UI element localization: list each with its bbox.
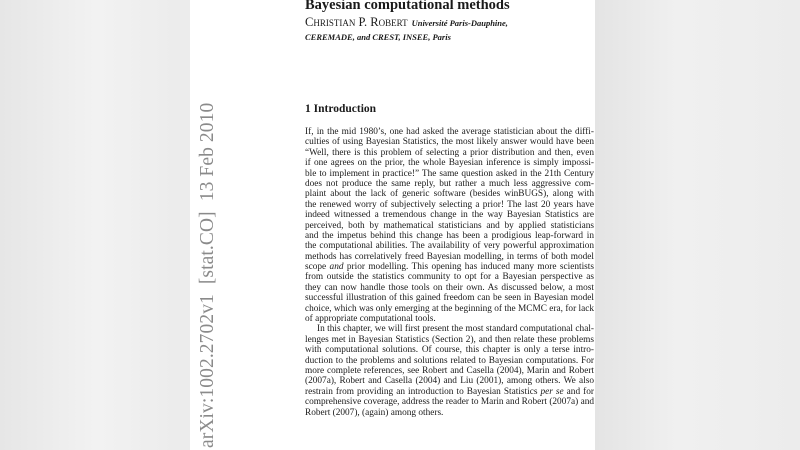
text-line: perceived, both by mathematical statisticians and by applied statisticians <box>305 220 594 231</box>
section-heading: 1 Introduction <box>305 103 377 115</box>
text-line: successful illustration of this gained freedom can be seen in Bayesian model <box>305 293 594 304</box>
affiliation: Université Paris-Dauphine, <box>411 18 508 28</box>
text-line: In this chapter, we will first present the most standard computational chal- <box>317 324 594 335</box>
text-line: indeed witnessed a tremendous change in the way Bayesian Statistics are <box>305 210 594 221</box>
text-line: they can now handle those tools on their own. As discussed below, a most <box>305 282 594 293</box>
text-line: if one agrees on the prior, the whole Bayesian inference is simply impossi- <box>305 158 594 169</box>
text-line: plaint about the lack of generic software (besides winBUGS), along with <box>305 189 594 200</box>
text-line: lenges met in Bayesian Statistics (Section 2), and then relate these problems <box>305 334 594 345</box>
text-line: culties of using Bayesian Statistics, the most likely answer would have been <box>305 137 594 148</box>
body-text <box>305 127 594 418</box>
text-line: the renewed worry of subjectively selecting a prior! The last 20 years have <box>305 199 594 210</box>
affiliation-continued: CEREMADE, and CREST, INSEE, Paris <box>305 32 451 42</box>
text-line: with computational solutions. Of course, this chapter is only a terse intro- <box>305 345 594 356</box>
text-line: (2007a), Robert and Casella (2004) and Liu (2001), among others. We also <box>305 376 594 387</box>
text-line: comprehensive coverage, address the reader to Marin and Robert (2007a) and <box>305 397 594 408</box>
background-right <box>595 0 800 450</box>
text-line: scope and prior modelling. This opening has induced many more scientists <box>305 262 594 273</box>
text-line: restrain from providing an introduction to Bayesian Statistics per se and for <box>305 386 594 397</box>
text-line: “Well, there is this problem of selecting a prior distribution and then, even <box>305 147 594 158</box>
author-line <box>305 15 508 30</box>
text-line: from outside the statistics community to opt for a Bayesian perspective as <box>305 272 594 283</box>
author-name: Christian P. Robert <box>305 15 408 29</box>
text-line: Robert (2007), (again) among others. <box>305 407 444 418</box>
text-line: If, in the mid 1980’s, one had asked the average statistician about the diffi- <box>305 127 594 137</box>
paper-title: Bayesian computational methods <box>305 0 510 13</box>
text-line: ble to implement in practice!” The same question asked in the 21th Century <box>305 168 594 179</box>
text-line: does not produce the same reply, but rather a much less aggressive com- <box>305 178 594 189</box>
text-line: methods has correlatively freed Bayesian modelling, in terms of both model <box>305 251 594 262</box>
text-line: and the impetus behind this change has been a prodigious leap-forward in <box>305 230 594 241</box>
text-line: duction to the problems and solutions related to Bayesian computations. For <box>305 355 594 366</box>
text-line: more complete references, see Robert and Casella (2004), Marin and Robert <box>305 365 594 376</box>
arxiv-stamp: arXiv:1002.2702v1 [stat.CO] 13 Feb 2010 <box>197 102 218 448</box>
text-line: choice, which was only emerging at the beginning of the MCMC era, for lack <box>305 303 594 314</box>
text-line: of appropriate computational tools. <box>305 314 436 325</box>
text-line: the computational abilities. The availability of very powerful approximation <box>305 241 594 252</box>
